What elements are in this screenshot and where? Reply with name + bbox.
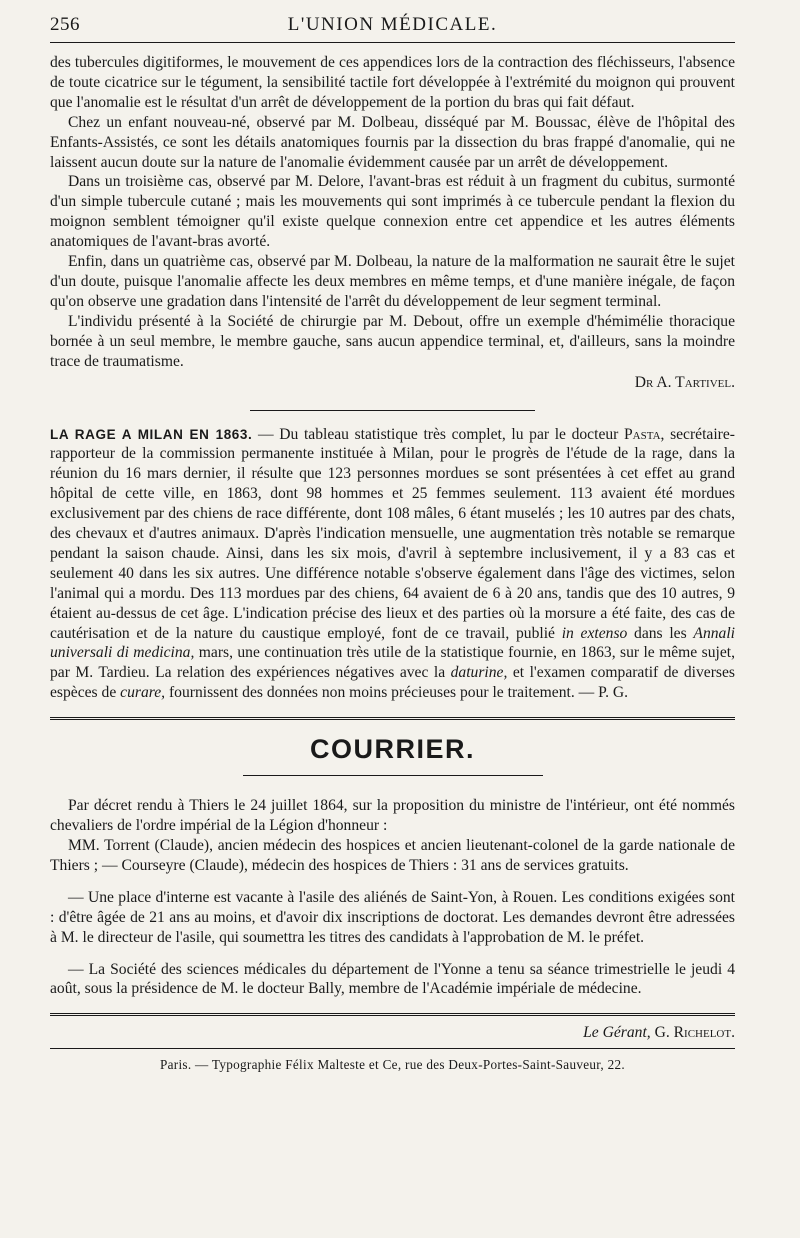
title-rule	[243, 775, 543, 776]
footer-rule	[50, 1013, 735, 1016]
courrier-section	[50, 796, 735, 999]
paragraph: LA RAGE A MILAN EN 1863. — Du tableau statistique très complet, lu par le docteur Pasta, secrétaire-rapporteur de la commission permanente instituée à Milan, pour le progrès de l'étude de la rage, dans la réunion du 16 mars dernier, il résulte que 123 personnes mordues se sont présentées à cet effet au grand hôpital de cette ville, en 1863, dont 98 hommes et 25 femmes seulement. 113 avaient été mordues exclusivement par des chiens de race différente, dont 108 mâles, 6 étant muselés ; les 10 autres par des chats, des chevaux et d'autres animaux. D'après l'indication mensuelle, une augmentation très notable se remarque pendant la saison chaude. Ainsi, dans les six mois, d'avril à septembre inclusivement, il y a 83 cas et seulement 40 dans les six autres. Une différence notable s'observe également dans l'âge des victimes, selon l'animal qui a mordu. Des 113 mordues par des chiens, 64 avaient de 6 à 20 ans, tandis que des 10 autres, 9 étaient au-dessus de cet âge. L'indication précise des lieux et des parties où la morsure a été faite, des cas de cautérisation et de la nature du caustique employé, font de ce travail, publié in extenso dans les Annali universali di medicina, mars, une continuation très utile de la statistique fournie, en 1863, sur le même sujet, par M. Tardieu. La relation des expériences négatives avec la daturine, et l'examen comparatif de diverses espèces de curare, fournissent des données non moins précieuses pour le traitement. — P. G.	[50, 425, 736, 702]
gerant-line: Le Gérant, G. Richelot.	[583, 1024, 735, 1042]
page-number: 256	[50, 14, 80, 35]
section-title: COURRIER.	[309, 734, 475, 765]
section-divider	[250, 410, 535, 411]
article-heading: LA RAGE A MILAN EN 1863.	[50, 426, 253, 442]
author-signature: Dr A. Tartivel.	[634, 373, 735, 391]
author-name: Pasta,	[624, 425, 665, 443]
printer-imprint: Paris. — Typographie Félix Malteste et Ce, rue des Deux-Portes-Saint-Sauveur, 22.	[159, 1057, 626, 1073]
page	[50, 14, 735, 1075]
paragraph: — Une place d'interne est vacante à l'asile des aliénés de Saint-Yon, à Rouen. Les conditions exigées sont : d'être âgée de 21 ans au moins, et d'avoir dix inscriptions de doctorat. Les demandes devront être adressées à M. le directeur de l'asile, qui soumettra les titres des candidats à l'approbation de M. le préfet.	[50, 888, 735, 946]
imprint-rule	[50, 1048, 735, 1049]
article-rage-milan	[50, 425, 735, 704]
running-header	[50, 14, 735, 42]
paragraph: Chez un enfant nouveau-né, observé par M. Dolbeau, disséqué par M. Boussac, élève de l'hôpital des Enfants-Assistés, ce sont les détails anatomiques fournis par la dissection du bras frappé d'anomalie, qui ne laissent aucun doute sur la nature de l'anomalie évidemment causée par un arrêt de développement.	[50, 113, 735, 171]
paragraph: Par décret rendu à Thiers le 24 juillet 1864, sur la proposition du ministre de l'intérieur, ont été nommés chevaliers de l'ordre impérial de la Légion d'honneur :	[50, 797, 735, 835]
paragraph: — La Société des sciences médicales du département de l'Yonne a tenu sa séance trimestrielle le jeudi 4 août, sous la présidence de M. le docteur Bally, membre de l'Académie impériale de médecine.	[50, 960, 735, 998]
footer	[50, 1013, 735, 1075]
paragraph: Dans un troisième cas, observé par M. Delore, l'avant-bras est réduit à un fragment du cubitus, surmonté d'un simple tubercule cutané ; mais les mouvements qui sont imprimés à ce tubercule pendant la flexion du moignon semblent témoigner qu'il existe quelque connexion entre cet appendice et les autres éléments anatomiques de l'avant-bras avorté.	[50, 173, 735, 251]
header-rule	[50, 42, 735, 43]
article-hemimelie	[50, 53, 735, 394]
section-rule	[50, 717, 735, 720]
paragraph: MM. Torrent (Claude), ancien médecin des hospices et ancien lieutenant-colonel de la garde nationale de Thiers ; — Courseyre (Claude), médecin des hospices de Thiers : 31 ans de services gratuits.	[50, 837, 735, 874]
paragraph: des tubercules digitiformes, le mouvement de ces appendices lors de la contraction des fléchisseurs, l'absence de toute cicatrice sur le tégument, la sensibilité tactile fort développée à l'extrémité du moignon qui prouvent que l'anomalie est le résultat d'un arrêt de développement de la portion du bras qui fait défaut.	[50, 54, 735, 111]
paragraph: Enfin, dans un quatrième cas, observé par M. Dolbeau, la nature de la malformation ne saurait être le sujet d'un doute, puisque l'anomalie affecte les deux membres en même temps, et d'une manière inégale, de façon qu'on observe une gradation dans l'intensité de l'arrêt du développement de leur segment terminal.	[50, 253, 735, 310]
paragraph: L'individu présenté à la Société de chirurgie par M. Debout, offre un exemple d'hémimélie thoracique bornée à un seul membre, le membre gauche, sans aucun appendice terminal, et, d'ailleurs, sans la moindre trace de traumatisme.	[50, 312, 735, 370]
running-title: L'UNION MÉDICALE.	[287, 14, 498, 35]
